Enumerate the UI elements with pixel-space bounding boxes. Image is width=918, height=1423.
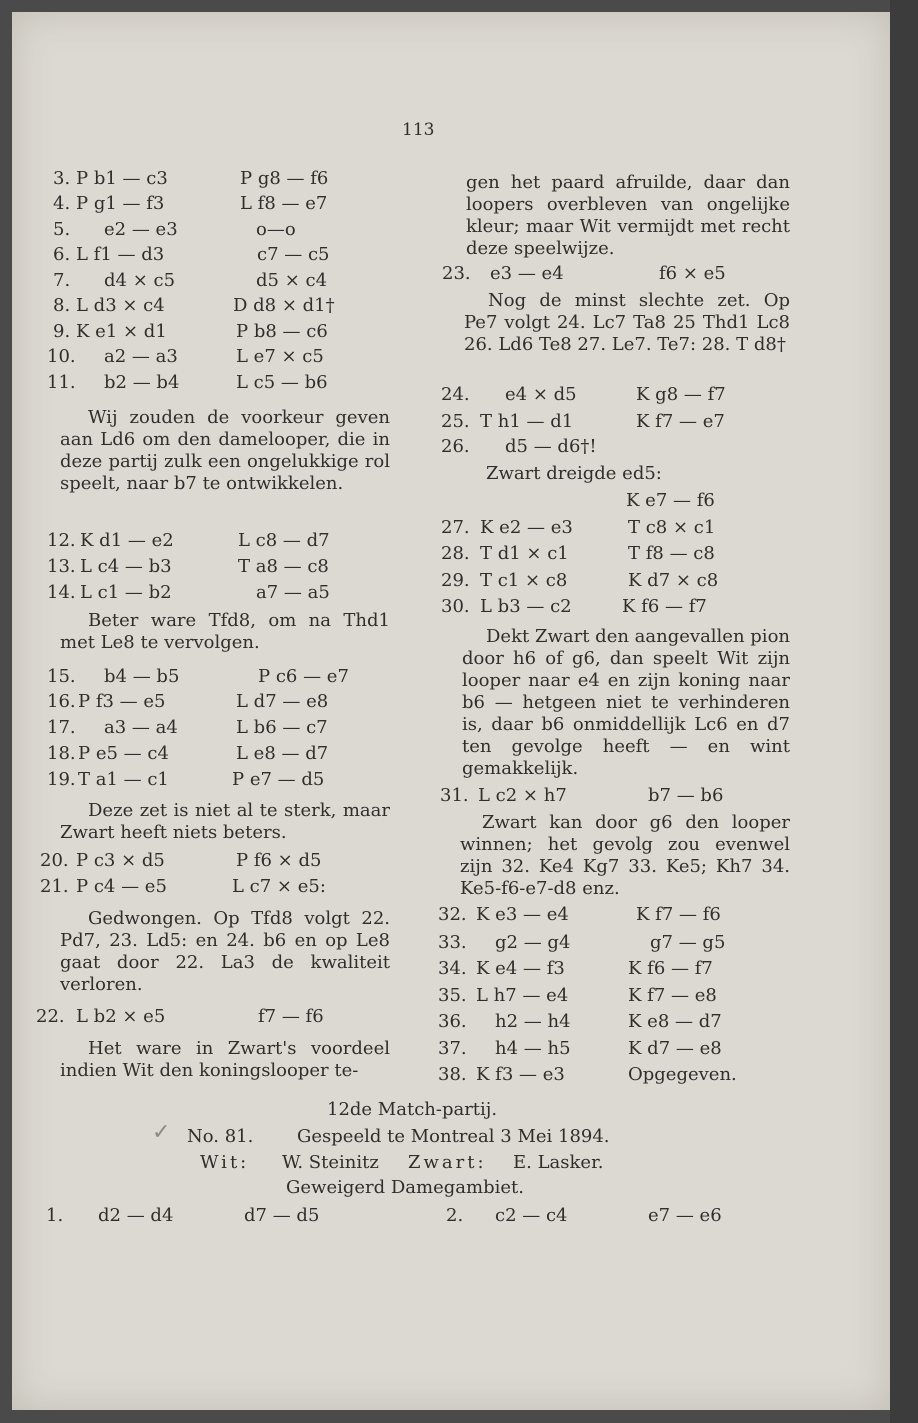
annotation-continued: gen het paard afruilde, daar dan loopers overbleven van ongelijke kleur; maar Wit vermijdt met recht deze speelwijze.	[466, 172, 790, 259]
annotation-g6: Zwart kan door g6 den looper winnen; het gevolg zou evenwel zijn 32. Ke4 Kg7 33. Ke5; Kh7 34. Ke5-f6-e7-d8 enz.	[460, 812, 790, 899]
match-location-date: Gespeeld te Montreal 3 Mei 1894.	[297, 1126, 610, 1147]
match-number: No. 81.	[187, 1126, 254, 1147]
black-player: E. Lasker.	[513, 1152, 604, 1173]
annotation-tfd8: Beter ware Tfd8, om na Thd1 met Le8 te vervolgen.	[60, 610, 390, 653]
annotation-sterk: Deze zet is niet al te sterk, maar Zwart heeft niets beters.	[60, 800, 390, 843]
annotation-gedwongen: Gedwongen. Op Tfd8 volgt 22. Pd7, 23. Ld5: en 24. b6 en op Le8 gaat door 22. La3 de kwaliteit verloren.	[60, 908, 390, 995]
page-edge-shadow	[890, 0, 918, 1423]
page-number: 113	[402, 120, 435, 140]
annotation-dreigde: Zwart dreigde ed5:	[486, 463, 662, 484]
white-player: W. Steinitz	[282, 1152, 379, 1173]
white-label: Wit:	[200, 1152, 250, 1173]
annotation-minst: Nog de minst slechte zet. Op Pe7 volgt 24. Lc7 Ta8 25 Thd1 Lc8 26. Ld6 Te8 27. Le7. Te7: 28. T d8†	[464, 290, 790, 355]
annotation-dekt: Dekt Zwart den aangevallen pion door h6 of g6, dan speelt Wit zijn looper naar e4 en zijn koning naar b6 — hetgeen niet te verhinderen is, daar b6 onmiddellijk Lc6 en d7 ten gevolge heeft — en wint gemakkelijk.	[462, 626, 790, 779]
annotation-ware: Het ware in Zwart's voordeel indien Wit den koningslooper te-	[60, 1038, 390, 1081]
annotation-ld6: Wij zouden de voorkeur geven aan Ld6 om den damelooper, die in deze partij zulk een ongelukkige rol speelt, naar b7 te ontwikkelen.	[60, 407, 390, 494]
match-title: 12de Match-partij.	[327, 1099, 498, 1120]
opening-name: Geweigerd Damegambiet.	[286, 1177, 524, 1198]
handwritten-check-mark: ✓	[152, 1120, 171, 1145]
move-26-black: K e7 — f6	[626, 490, 715, 511]
black-label: Zwart:	[408, 1152, 487, 1173]
